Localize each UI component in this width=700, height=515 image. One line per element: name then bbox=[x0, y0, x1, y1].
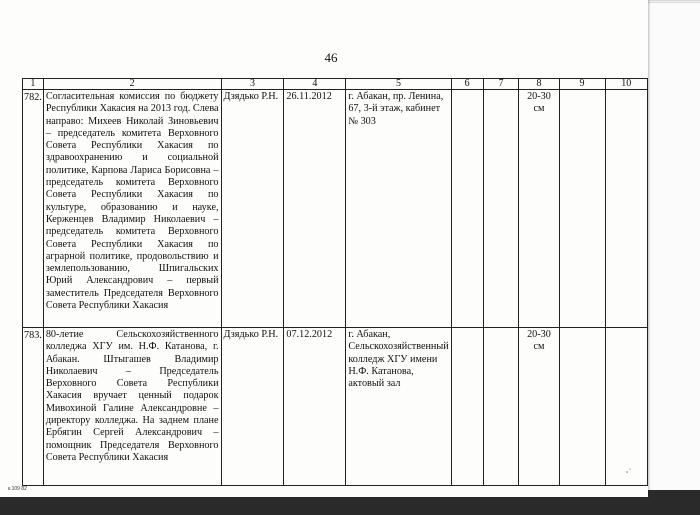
entry-place: г. Абакан, пр. Ленина, 67, 3-й этаж, кабинет № 303 bbox=[346, 90, 451, 328]
scan-speck bbox=[605, 460, 635, 478]
entry-col6 bbox=[451, 328, 483, 486]
entry-place: г. Абакан, Сельскохозяйственный колледж ХГУ имени Н.Ф. Катанова, актовый зал bbox=[346, 328, 451, 486]
entry-author: Дзядько Р.Н. bbox=[221, 328, 284, 486]
entry-description: 80-летие Сельскохозяйственного колледжа ХГУ им. Н.Ф. Катанова, г. Абакан. Штыгашев Владимир Николаевич – Председатель Верховного Совета Республики Хакасия вручает ценный подарок Мивохиной Галине Александровне – директору колледжа. На заднем плане Ербягин Сергей Александрович – помощник Председателя Верховного Совета Республики Хакасия bbox=[43, 328, 221, 486]
column-header: 9 bbox=[559, 79, 605, 90]
entry-date: 07.12.2012 bbox=[284, 328, 346, 486]
entry-description: Согласительная комиссия по бюджету Республики Хакасия на 2013 год. Слева направо: Михеев Николай Зиновьевич – председатель комитета Верховного Совета Республики Хакасия по здравоохранению и социальной политике, Карпова Лариса Борисовна – председатель комитета Верховного Совета Республики Хакасия по культуре, образованию и науке, Керженцев Владимир Николаевич – председатель комитета Верховного Совета Республики Хакасия по аграрной политике, продовольствию и землепользованию, Шпигальских Юрий Александрович – первый заместитель Председателя Верховного Совета Республики Хакасия bbox=[43, 90, 221, 328]
entry-author: Дзядько Р.Н. bbox=[221, 90, 284, 328]
column-header: 2 bbox=[43, 79, 221, 90]
entry-col9 bbox=[559, 90, 605, 328]
column-header: 4 bbox=[284, 79, 346, 90]
page-number: 46 bbox=[324, 50, 338, 65]
table-row bbox=[23, 90, 648, 328]
entry-number: 783. bbox=[23, 328, 44, 486]
table-row bbox=[23, 328, 648, 486]
footer-stamp: к.109 82 bbox=[8, 486, 27, 492]
column-number-row bbox=[23, 79, 648, 90]
column-header: 5 bbox=[346, 79, 451, 90]
column-header: 10 bbox=[605, 79, 647, 90]
entry-col7 bbox=[483, 328, 519, 486]
entry-date: 26.11.2012 bbox=[284, 90, 346, 328]
entry-size: 20-30 см bbox=[519, 328, 559, 486]
entry-number: 782. bbox=[23, 90, 44, 328]
column-header: 3 bbox=[221, 79, 284, 90]
entry-col7 bbox=[483, 90, 519, 328]
entry-size: 20-30 см bbox=[519, 90, 559, 328]
entry-col10 bbox=[605, 90, 647, 328]
register-table bbox=[22, 78, 648, 486]
column-header: 7 bbox=[483, 79, 519, 90]
entry-col6 bbox=[451, 90, 483, 328]
column-header: 6 bbox=[451, 79, 483, 90]
column-header: 8 bbox=[519, 79, 559, 90]
column-header: 1 bbox=[23, 79, 44, 90]
entry-col9 bbox=[559, 328, 605, 486]
